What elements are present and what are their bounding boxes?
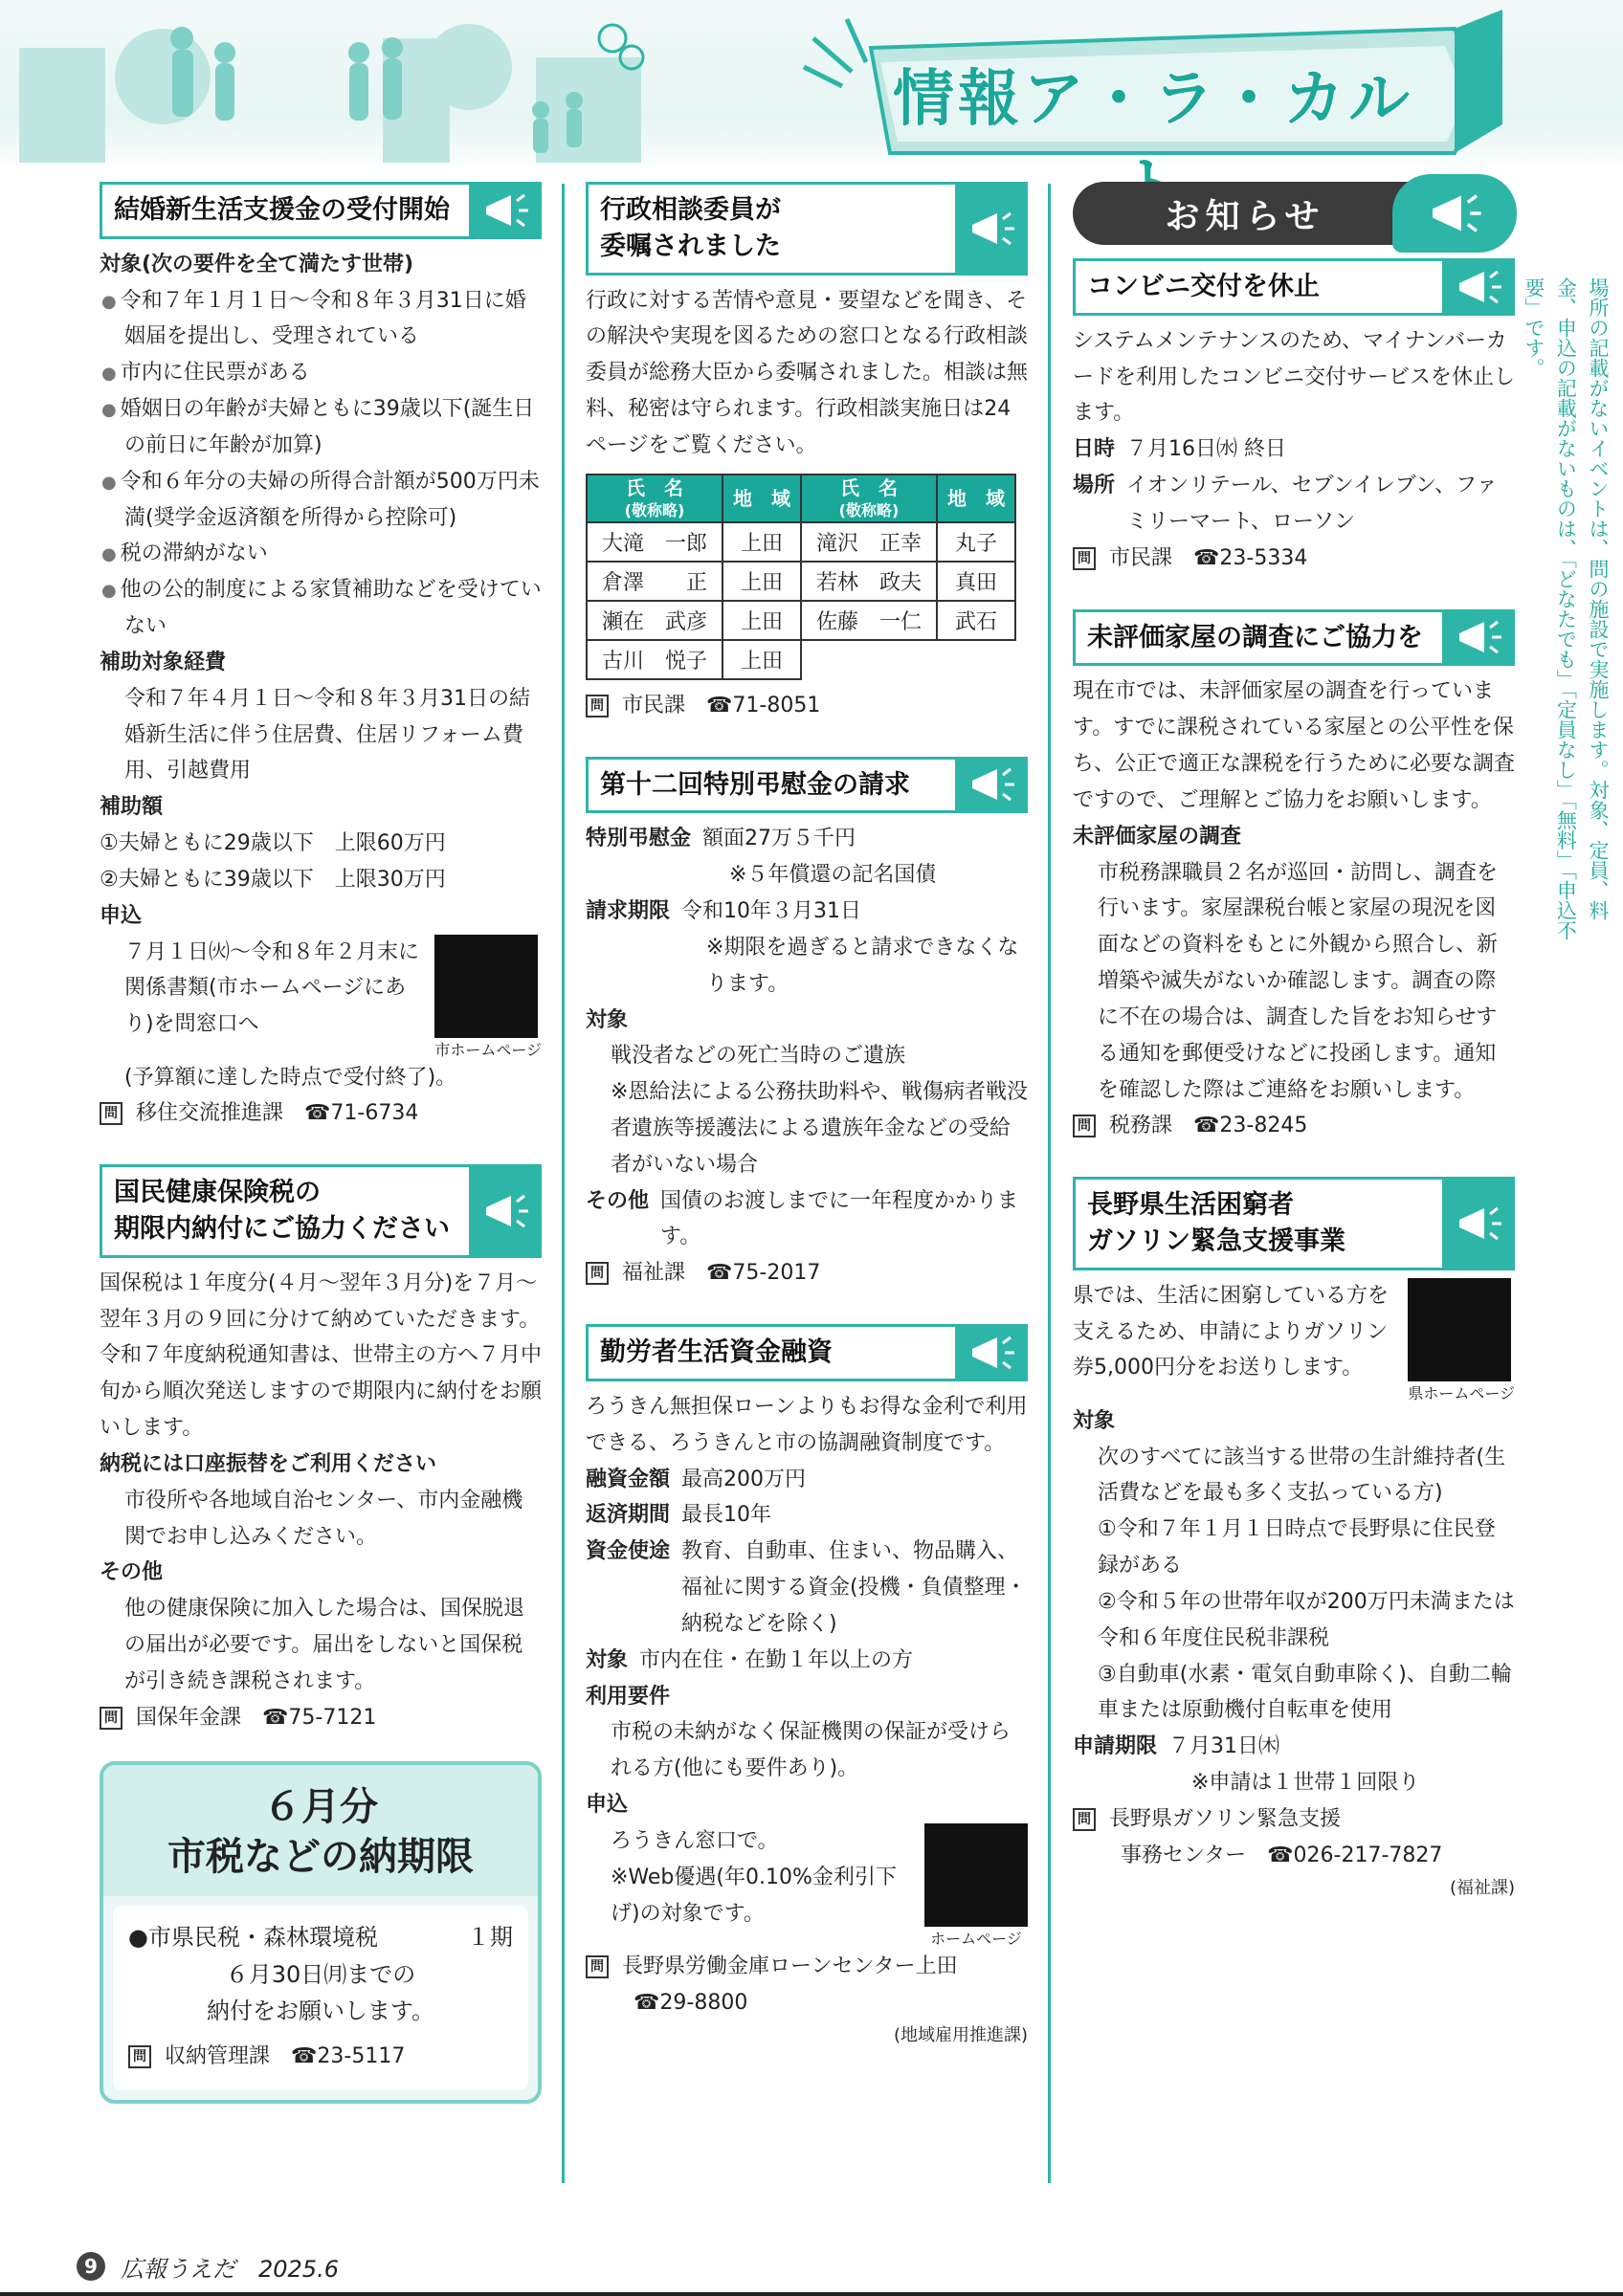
inquiry-icon: 問 xyxy=(1073,547,1096,570)
vertical-note: 場所の記載がないイベントは、問の施設で実施します。対象、定員、料金、申込の記載がないものは、「どなたでも」「定員なし」「無料」「申込不要」です。 xyxy=(1522,277,1610,940)
notice-tag xyxy=(1073,182,1515,245)
table-header: 地 域 xyxy=(937,475,1015,522)
heading-text: 勤労者生活資金融資 xyxy=(600,1337,833,1368)
list-item: ● 税の滞納がない xyxy=(100,536,542,572)
contact-text: 国保年金課 ☎75-7121 xyxy=(136,1705,377,1730)
megaphone-icon xyxy=(1442,1177,1515,1270)
megaphone-icon xyxy=(955,182,1028,276)
heading-line: 委嘱されました xyxy=(600,231,781,261)
credit: (福祉課) xyxy=(1449,1877,1515,1898)
heading-text: 第十二回特別弔慰金の請求 xyxy=(600,769,910,800)
other-text: 他の健康保険に加入した場合は、国保脱退の届出が必要です。届出をしないと国保税が引き続き課税されます。 xyxy=(124,1597,525,1693)
section-heading xyxy=(1073,609,1515,667)
megaphone-icon xyxy=(1392,174,1517,253)
due-title-line: 市税などの納期限 xyxy=(167,1835,474,1880)
banner-title: 情報ア・ラ・カル xyxy=(893,64,1413,135)
banner xyxy=(0,0,1623,172)
amount-label: 補助額 xyxy=(100,795,164,820)
list-item: ● 他の公的制度による家賃補助などを受けていない xyxy=(100,572,542,645)
table-row: 古川 悦子 上田 xyxy=(587,640,1015,679)
house-section xyxy=(1073,609,1515,1145)
contact xyxy=(1073,1108,1515,1144)
list-item: ● 令和７年１月１日～令和８年３月31日に婚姻届を提出し、受理されている xyxy=(100,283,542,356)
column-1 xyxy=(100,182,542,2104)
footer-rule xyxy=(0,2292,1623,2296)
heading-line: 長野県生活困窮者 xyxy=(1087,1190,1294,1221)
due-title-line: ６月分 xyxy=(263,1784,378,1829)
inquiry-icon: 問 xyxy=(586,695,609,718)
column-2 xyxy=(586,182,1028,2050)
gasoline-section xyxy=(1073,1177,1515,1903)
body-text: ろうきん無担保ローンよりもお得な金利で利用できる、ろうきんと市の協調融資制度です。 xyxy=(586,1394,1028,1455)
loan-row: 対象 市内在住・在勤１年以上の方 xyxy=(586,1647,914,1672)
other-row: その他 国債のお渡しまでに一年程度かかります。 xyxy=(586,1188,1019,1249)
section-heading xyxy=(1073,258,1515,316)
contact xyxy=(128,2039,513,2075)
due-item xyxy=(128,1919,513,1955)
sub-label: 未評価家屋の調査 xyxy=(1073,824,1242,849)
body-text: 行政に対する苦情や意見・要望などを聞き、その解決や実現を図るための窓口となる行政相談委員が総務大臣から委嘱されました。相談は無料、秘密は守られます。行政相談実施日は24ページをご覧ください。 xyxy=(586,288,1029,457)
contact xyxy=(100,1700,542,1736)
amount-row: 特別弔慰金 額面27万５千円 xyxy=(586,827,856,851)
contact-text: 長野県ガソリン緊急支援 xyxy=(1109,1806,1342,1831)
period-row: 請求期限 令和10年３月31日 xyxy=(586,899,862,924)
megaphone-icon xyxy=(1442,609,1515,667)
condition-item: ②令和５年の世帯年収が200万円未満または令和６年度住民税非課税 xyxy=(1098,1589,1515,1650)
period-row: 申請期限 ７月31日㈭ xyxy=(1073,1734,1280,1759)
table-header: 氏 名 (敬称略) xyxy=(801,475,937,522)
contact xyxy=(1073,1801,1515,1838)
qr-block xyxy=(924,1823,1028,1949)
qr-block xyxy=(434,935,542,1060)
sub-text: 市税務課職員２名が巡回・訪問し、調査を行います。家屋課税台帳と家屋の現況を図面などの資料をもとに外観から照合し、新増築や滅失がないか確認します。調査の際に不在の場合は、調査した旨をお知らせする通知を郵便受けなどに投函します。通知を確認した際はご連絡をお願いします。 xyxy=(1098,860,1499,1102)
qr-caption: 市ホームページ xyxy=(434,1040,542,1059)
contact-text: 市民課 ☎23-5334 xyxy=(1109,545,1308,570)
qr-caption: 県ホームページ xyxy=(1408,1383,1515,1402)
inquiry-icon: 問 xyxy=(100,1707,122,1730)
table-header: 氏 名 (敬称略) xyxy=(587,475,723,522)
due-item-name: ●市県民税・森林環境税 xyxy=(128,1924,378,1952)
target-label: 対象 xyxy=(586,1007,629,1032)
credit: (地域雇用推進課) xyxy=(893,2024,1028,2045)
target-note: ※恩給法による公務扶助料や、戦傷病者戦没者遺族等援護法による遺族年金などの受給者がいない場合 xyxy=(611,1080,1028,1177)
section-heading xyxy=(1073,1177,1515,1270)
req-text: 市税の未納がなく保証機関の保証が受けられる方(他にも要件あり)。 xyxy=(611,1720,1012,1781)
loan-row: 資金使途 教育、自動車、住まい、物品購入、福祉に関する資金(投機・負債整理・納税などを除く) xyxy=(586,1539,1027,1636)
notice-label: お知らせ xyxy=(1073,182,1417,245)
qr-code-icon[interactable] xyxy=(924,1823,1028,1927)
amount-item: ②夫婦ともに39歳以下 上限30万円 xyxy=(100,867,446,892)
period-note: ※申請は１世帯１回限り xyxy=(1191,1771,1420,1796)
body-text: システムメンテナンスのため、マイナンバーカードを利用したコンビニ交付サービスを休止します。 xyxy=(1073,328,1516,426)
heading-text: 結婚新生活支援金の受付開始 xyxy=(114,195,450,225)
list-item: ● 市内に住民票がある xyxy=(100,355,542,391)
column-3 xyxy=(1073,182,1515,1903)
apply-label: 申込 xyxy=(100,903,143,928)
table-header: 地 域 xyxy=(723,475,801,522)
megaphone-icon xyxy=(955,757,1028,814)
heading-line: 行政相談委員が xyxy=(600,195,781,225)
apply-block xyxy=(586,1823,1028,1949)
other-label: その他 xyxy=(100,1560,164,1585)
contact-text: 収納管理課 ☎23-5117 xyxy=(165,2044,406,2069)
table-row: 瀬在 武彦 上田 佐藤 一仁 武石 xyxy=(587,601,1015,640)
section-heading xyxy=(100,1164,542,1258)
nhi-section xyxy=(100,1164,542,1735)
contact-text: 福祉課 ☎75-2017 xyxy=(622,1261,821,1286)
contact-text: 移住交流推進課 ☎71-6734 xyxy=(136,1101,419,1126)
contact xyxy=(100,1095,542,1132)
condition-item: ③自動車(水素・電気自動車除く)、自動二輪車または原動機付自転車を使用 xyxy=(1098,1662,1512,1723)
megaphone-icon xyxy=(469,182,542,239)
inquiry-icon: 問 xyxy=(128,2045,151,2068)
apply-note: (予算額に達した時点で受付終了)。 xyxy=(124,1065,457,1090)
contact xyxy=(586,688,1028,724)
counselor-section xyxy=(586,182,1028,724)
apply-block xyxy=(100,935,542,1060)
list-item: ● 令和６年分の夫婦の所得合計額が500万円未満(奨学金返済額を所得から控除可) xyxy=(100,464,542,537)
section-heading xyxy=(586,182,1028,276)
transfer-text: 市役所や各地域自治センター、市内金融機関でお申し込みください。 xyxy=(124,1488,523,1549)
transfer-label: 納税には口座振替をご利用ください xyxy=(100,1451,437,1476)
section-heading xyxy=(586,1324,1028,1381)
apply-note: ※Web優遇(年0.10%金利引下げ)の対象です。 xyxy=(611,1865,897,1926)
body-text: 現在市では、未評価家屋の調査を行っています。すでに課税されている家屋との公平性を保ち、公正で適正な課税を行うために必要な調査ですので、ご理解とご協力をお願いします。 xyxy=(1073,679,1516,812)
column-divider xyxy=(562,184,565,2183)
contact-text: 税務課 ☎23-8245 xyxy=(1109,1114,1308,1138)
expense-text: 令和７年４月１日～令和８年３月31日の結婚新生活に伴う住居費、住居リフォーム費用、引越費用 xyxy=(124,686,530,784)
contact-text: 長野県労働金庫ローンセンター上田 xyxy=(622,1954,958,1978)
due-item-term: １期 xyxy=(467,1924,513,1952)
qr-code-icon[interactable] xyxy=(1408,1278,1511,1381)
table-row: 倉澤 正 上田 若林 政夫 真田 xyxy=(587,562,1015,601)
intro-block xyxy=(1073,1278,1515,1403)
inquiry-icon: 問 xyxy=(586,1955,609,1978)
qr-code-icon[interactable] xyxy=(434,935,538,1038)
due-inner xyxy=(113,1906,528,2090)
condition-item: ①令和７年１月１日時点で長野県に住民登録がある xyxy=(1098,1517,1496,1578)
qr-block xyxy=(1408,1278,1515,1403)
list-item: ● 婚姻日の年齢が夫婦ともに39歳以下(誕生日の前日に年齢が加算) xyxy=(100,391,542,464)
inquiry-icon: 問 xyxy=(100,1102,122,1125)
megaphone-icon xyxy=(1442,258,1515,316)
contact xyxy=(586,1949,1028,1985)
contact xyxy=(1073,541,1515,577)
amount-item: ①夫婦ともに29歳以下 上限60万円 xyxy=(100,831,446,856)
family-illustration-icon xyxy=(19,10,651,163)
contact xyxy=(586,1255,1028,1292)
condolence-section xyxy=(586,757,1028,1292)
contact-text: 市民課 ☎71-8051 xyxy=(622,693,821,718)
contact-phone: ☎29-8800 xyxy=(634,1990,748,2015)
target-label: 対象(次の要件を全て満たす世帯) xyxy=(100,252,414,276)
body-text: 国保税は１年度分(４月～翌年３月分)を７月～翌年３月の９回に分けて納めていただきます。令和７年度納税通知書は、世帯主の方へ７月中旬から順次発送しますので期限内に納付をお願いします。 xyxy=(100,1270,543,1441)
due-note: 納付をお願いします。 xyxy=(206,1997,435,2024)
loan-row: 返済期間 最長10年 xyxy=(586,1503,772,1528)
due-title xyxy=(103,1765,538,1897)
page-number: 9 xyxy=(77,2252,105,2281)
place-row: 場所 イオンリテール、セブンイレブン、ファミリーマート、ローソン xyxy=(1073,474,1498,534)
apply-label: 申込 xyxy=(586,1793,629,1818)
marriage-section xyxy=(100,182,542,1132)
target-text: 次のすべてに該当する世帯の生計維持者(生活費などを最も多く支払っている方) xyxy=(1098,1445,1506,1506)
inquiry-icon: 問 xyxy=(1073,1115,1096,1137)
heading-text: 未評価家屋の調査にご協力を xyxy=(1087,622,1423,652)
section-heading xyxy=(586,757,1028,814)
period-note: ※期限を過ぎると請求できなくなります。 xyxy=(706,935,1019,996)
apply-text: ７月１日㈫～令和８年２月末に関係書類(市ホームページにあり)を問窓口へ xyxy=(124,939,420,1037)
table-row: 大滝 一郎 上田 滝沢 正幸 丸子 xyxy=(587,522,1015,562)
heading-line: ガソリン緊急支援事業 xyxy=(1087,1225,1345,1256)
amount-note: ※５年償還の記名国債 xyxy=(729,863,937,888)
megaphone-icon xyxy=(955,1324,1028,1381)
footer-text: 広報うえだ 2025.6 xyxy=(121,2256,339,2283)
date-row: 日時 ７月16日㈬ 終日 xyxy=(1073,437,1287,462)
target-text: 戦没者などの死亡当時のご遺族 xyxy=(611,1044,906,1069)
section-heading xyxy=(100,182,542,239)
inquiry-icon: 問 xyxy=(586,1262,609,1285)
due-date-box xyxy=(100,1761,542,2105)
heading-line: 国民健康保険税の xyxy=(114,1178,321,1208)
expense-label: 補助対象経費 xyxy=(100,650,227,674)
heading-line: 期限内納付にご協力ください xyxy=(114,1213,450,1244)
due-note: ６月30日㈪までの xyxy=(225,1960,416,1988)
body-text: 県では、生活に困窮している方を支えるため、申請によりガソリン券5,000円分をお送りします。 xyxy=(1073,1283,1390,1380)
megaphone-icon xyxy=(469,1164,542,1258)
footer xyxy=(0,2229,1623,2296)
apply-text: ろうきん窓口で。 xyxy=(611,1828,779,1853)
contact-phone: 事務センター ☎026-217-7827 xyxy=(1121,1843,1443,1867)
column-divider xyxy=(1048,184,1051,2183)
loan-section xyxy=(586,1324,1028,2050)
inquiry-icon: 問 xyxy=(1073,1808,1096,1831)
qr-caption: ホームページ xyxy=(930,1929,1022,1948)
target-label: 対象 xyxy=(1073,1408,1116,1433)
counselor-table xyxy=(586,474,1016,680)
loan-row: 融資金額 最高200万円 xyxy=(586,1467,807,1491)
konbini-section xyxy=(1073,258,1515,577)
heading-text: コンビニ交付を休止 xyxy=(1087,272,1320,301)
req-label: 利用要件 xyxy=(586,1684,671,1709)
